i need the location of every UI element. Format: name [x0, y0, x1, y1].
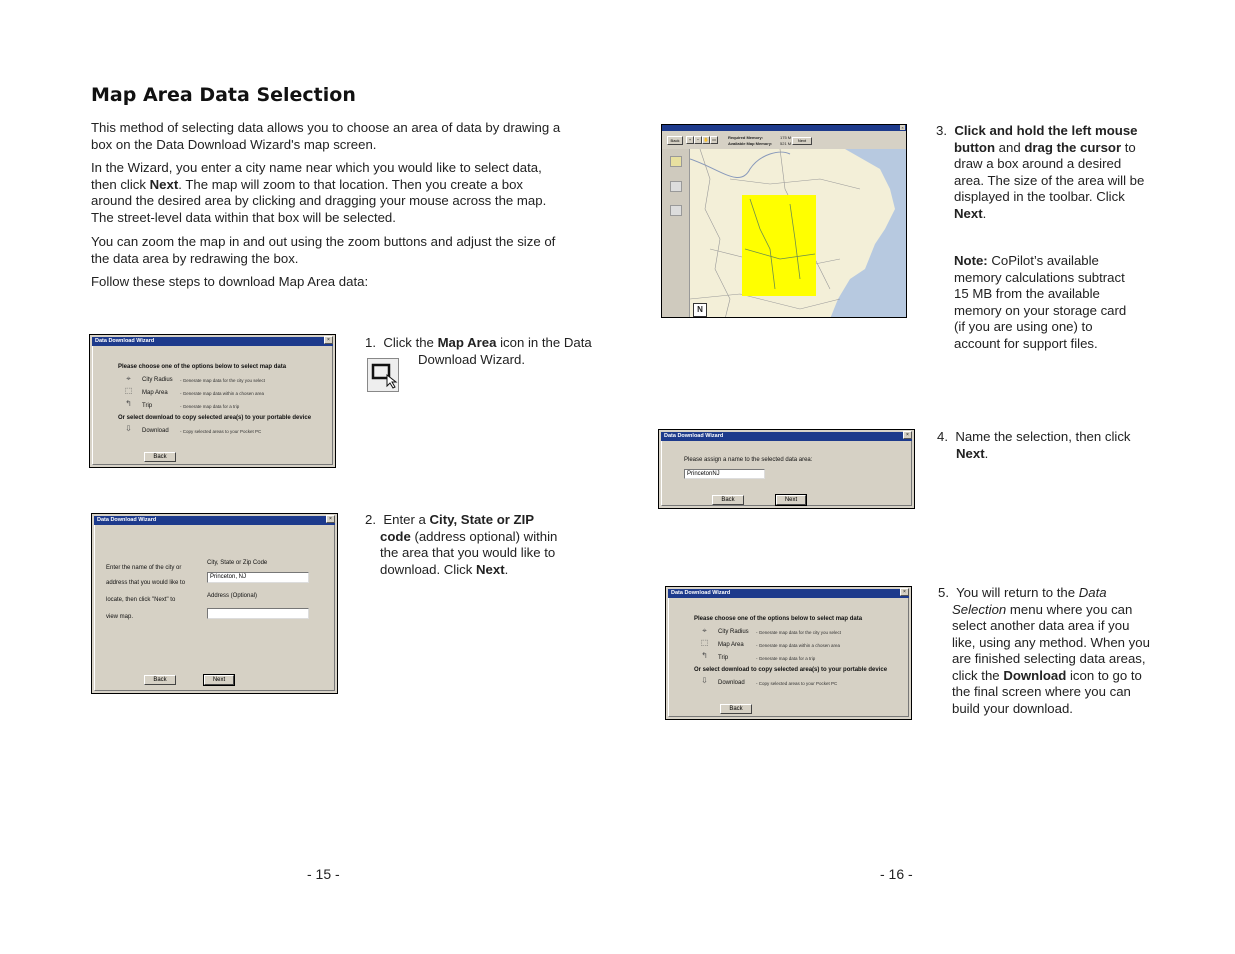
required-memory-value: 175 M — [780, 135, 792, 140]
map-area-icon[interactable]: ⬚ — [124, 386, 133, 395]
step-1-map-area: Map Area — [437, 335, 497, 350]
step-5 — [938, 585, 1152, 717]
dialog-title: Data Download Wizard — [661, 432, 912, 441]
download-desc: - Copy selected areas to your Pocket PC — [180, 429, 262, 434]
city-label: City, State or Zip Code — [207, 560, 268, 566]
back-button[interactable]: Back — [720, 704, 752, 714]
enter-city-text-4: view map. — [106, 614, 134, 620]
select-map-data-dialog — [89, 334, 336, 468]
enter-city-text-2: address that you would like to — [106, 580, 186, 586]
trip-desc: - Generate map data for a trip — [180, 404, 240, 409]
step-2-e: . — [504, 561, 509, 577]
step-3-number: 3. — [936, 123, 947, 138]
map-area-icon — [367, 358, 399, 392]
map-view[interactable] — [690, 149, 906, 317]
map-area-label[interactable]: Map Area — [142, 390, 168, 396]
map-next-button[interactable]: Next — [792, 137, 812, 145]
page-title: Map Area Data Selection — [91, 84, 356, 106]
step-2-c: (address optional) within the area that you would like to download. Click — [380, 528, 558, 577]
next-button[interactable]: Next — [776, 495, 806, 505]
enter-city-text-1: Enter the name of the city or — [106, 565, 182, 571]
zoom-in-icon[interactable]: + — [686, 136, 694, 144]
wizard-paragraph-c: . The map will zoom to that location. Then you create a box around the desired area by clicking and dragging your mouse across the map. The street-level data within that box will be selected. — [91, 176, 547, 225]
city-radius-label[interactable]: City Radius — [142, 377, 173, 383]
wizard-paragraph-a: In the Wizard, you enter a city name near which you would like to select data, then click — [91, 160, 542, 192]
step-4 — [937, 429, 1141, 462]
close-icon[interactable]: × — [900, 588, 909, 596]
map-area-desc: - Generate map data within a chosen area — [756, 643, 841, 648]
download-desc: - Copy selected areas to your Pocket PC — [756, 681, 838, 686]
available-memory-label: Available Map Memory: — [728, 141, 773, 146]
north-arrow-icon: N — [693, 303, 707, 317]
select-area-icon[interactable]: ▭ — [710, 136, 718, 144]
step-5-c: menu where you can select another data area if you like, using any method. When you are finished selecting data areas, click the — [952, 601, 1150, 683]
city-radius-desc: - Generate map data for the city you select — [756, 630, 842, 635]
close-icon[interactable]: × — [326, 515, 335, 523]
map-area-label[interactable]: Map Area — [718, 642, 744, 648]
download-label[interactable]: Download — [718, 680, 745, 686]
step-2-next: Next — [476, 561, 505, 577]
step-5-data-selection: Data Selection — [952, 585, 1107, 617]
trip-desc: - Generate map data for a trip — [756, 656, 816, 661]
step-4-a: Name the selection, then click — [955, 429, 1131, 444]
step-3-b: and — [995, 139, 1025, 155]
dialog-title: Data Download Wizard — [668, 589, 909, 598]
page-number-left: - 15 - — [307, 866, 340, 882]
trip-label[interactable]: Trip — [718, 655, 729, 661]
back-button[interactable]: Back — [144, 452, 176, 462]
dialog-title: Data Download Wizard — [94, 516, 335, 525]
step-3-next: Next — [954, 205, 983, 221]
download-icon[interactable]: ⇩ — [701, 676, 708, 685]
step-4-number: 4. — [937, 429, 948, 444]
step-3-d: to draw a box around a desired area. The size of the area will be displayed in the toolbar. Click — [954, 139, 1145, 204]
select-prompt: Please choose one of the options below to select map data — [694, 616, 863, 622]
city-field[interactable]: Princeton, NJ — [207, 572, 309, 583]
step-1-number: 1. — [365, 335, 376, 350]
address-field[interactable] — [207, 608, 309, 619]
trip-label[interactable]: Trip — [142, 403, 153, 409]
step-1-c: icon in the Data Download Wizard. — [418, 335, 592, 367]
enter-city-dialog — [91, 513, 338, 694]
close-icon[interactable]: × — [324, 336, 333, 344]
download-label[interactable]: Download — [142, 428, 169, 434]
or-download-prompt: Or select download to copy selected area(s) to your portable device — [694, 667, 888, 673]
map-area-icon[interactable]: ⬚ — [700, 638, 709, 647]
step-4-next: Next — [956, 445, 985, 461]
trip-icon[interactable] — [670, 205, 682, 216]
note — [954, 253, 1139, 352]
city-radius-label[interactable]: City Radius — [718, 629, 749, 635]
required-memory-label: Required Memory: — [728, 135, 764, 140]
dialog-title: Data Download Wizard — [92, 337, 333, 346]
back-button[interactable]: Back — [144, 675, 176, 685]
map-area-icon[interactable] — [670, 181, 682, 192]
assign-name-prompt: Please assign a name to the selected data area: — [684, 457, 813, 463]
or-download-prompt: Or select download to copy selected area(s) to your portable device — [118, 415, 312, 421]
city-radius-icon[interactable] — [670, 156, 682, 167]
step-5-e: icon to go to the final screen where you can build your download. — [952, 667, 1142, 716]
step-5-download: Download — [1003, 667, 1067, 683]
step-3-c: drag the cursor — [1024, 139, 1122, 155]
map-wizard-window — [661, 124, 907, 318]
wizard-paragraph-next: Next — [149, 176, 179, 192]
note-label: Note: — [954, 253, 988, 268]
download-icon[interactable]: ⇩ — [125, 424, 132, 433]
assign-name-dialog — [658, 429, 915, 509]
wizard-paragraph — [91, 160, 561, 226]
step-1-a: Click the — [383, 335, 438, 350]
page-number-right: - 16 - — [880, 866, 913, 882]
step-2 — [365, 512, 565, 578]
back-button[interactable]: Back — [712, 495, 744, 505]
available-memory-value: 521 M — [780, 141, 792, 146]
city-radius-icon[interactable]: ⌖ — [702, 626, 707, 635]
step-3-a: Click and hold the left mouse button — [954, 123, 1138, 155]
selection-name-field[interactable]: PrincetonNJ — [684, 469, 765, 479]
follow-paragraph: Follow these steps to download Map Area data: — [91, 274, 369, 289]
enter-city-text-3: locate, then click "Next" to — [106, 597, 176, 603]
intro-paragraph: This method of selecting data allows you to choose an area of data by drawing a box on the Data Download Wizard's map screen. — [91, 120, 561, 152]
step-2-number: 2. — [365, 512, 376, 527]
zoom-out-icon[interactable]: − — [694, 136, 702, 144]
map-side-panel — [662, 149, 690, 317]
return-select-map-data-dialog — [665, 586, 912, 720]
map-back-button[interactable]: Back — [667, 136, 683, 145]
close-icon[interactable]: × — [901, 125, 904, 130]
trip-icon[interactable]: ↰ — [701, 651, 708, 660]
step-3 — [936, 123, 1154, 222]
step-1 — [365, 335, 608, 368]
step-5-number: 5. — [938, 585, 949, 600]
step-4-c: . — [984, 445, 989, 461]
address-label: Address (Optional) — [207, 593, 258, 599]
zoom-paragraph: You can zoom the map in and out using the zoom buttons and adjust the size of the data area by redrawing the box. — [91, 234, 556, 266]
next-button[interactable]: Next — [204, 675, 234, 685]
pan-icon[interactable]: ✋ — [703, 137, 709, 142]
step-5-a: You will return to the — [956, 585, 1079, 600]
close-icon[interactable]: × — [903, 431, 912, 439]
step-2-city: City, State or ZIP code — [380, 512, 534, 544]
note-text: CoPilot’s available memory calculations subtract 15 MB from the available memory on your storage card (if you are using one) to account for support files. — [954, 253, 1127, 351]
city-radius-desc: - Generate map data for the city you select — [180, 378, 266, 383]
map-toolbar — [662, 131, 906, 150]
trip-icon[interactable]: ↰ — [125, 399, 132, 408]
map-area-desc: - Generate map data within a chosen area — [180, 391, 265, 396]
step-3-f: . — [982, 205, 987, 221]
step-2-a: Enter a — [383, 512, 430, 527]
city-radius-icon[interactable]: ⌖ — [126, 374, 131, 383]
select-prompt: Please choose one of the options below to select map data — [118, 364, 287, 370]
